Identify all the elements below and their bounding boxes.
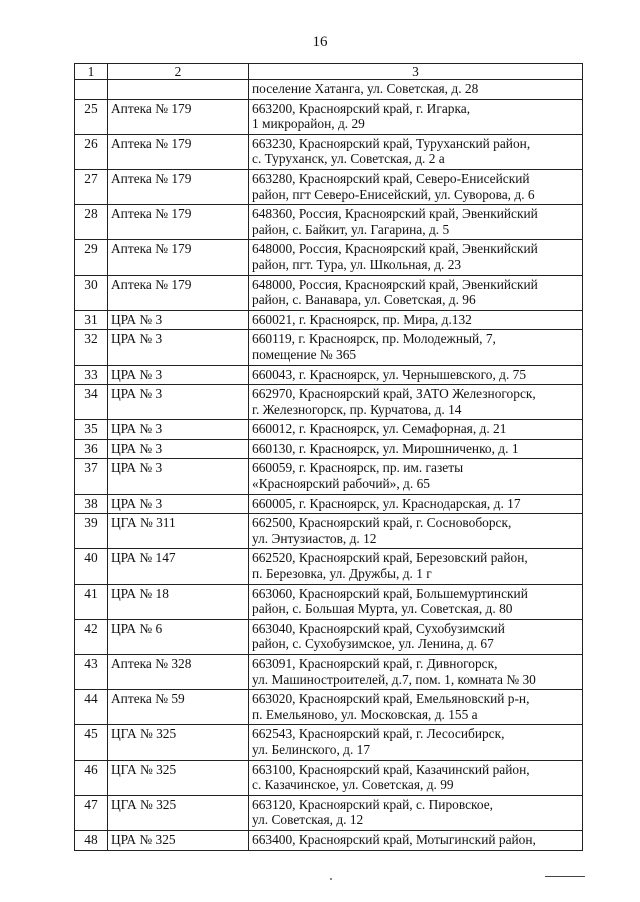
address-line: «Красноярский рабочий», д. 65 (252, 476, 430, 492)
address-line: 663100, Красноярский край, Казачинский район, (252, 761, 530, 777)
address-line: 662500, Красноярский край, г. Сосновоборск, (252, 515, 512, 531)
table-row (75, 549, 583, 584)
address-line: 662970, Красноярский край, ЗАТО Железногорск, (252, 386, 536, 402)
row-number: 43 (75, 655, 108, 690)
address-line: поселение Хатанга, ул. Советская, д. 28 (252, 81, 479, 96)
pharmacy-name: Аптека № 179 (108, 275, 249, 310)
row-number: 41 (75, 584, 108, 619)
table-row (75, 205, 583, 240)
address-line: 660043, г. Красноярск, ул. Чернышевского, д. 75 (252, 366, 527, 382)
address-line: 648360, Россия, Красноярский край, Эвенкийский (252, 206, 538, 222)
table-row (75, 385, 583, 420)
address-line: район, с. Сухобузимское, ул. Ленина, д. 67 (252, 636, 494, 652)
pharmacy-address (249, 760, 583, 795)
address-line: ул. Машиностроителей, д.7, пом. 1, комната № 30 (252, 671, 536, 687)
address-line: район, пгт Северо-Енисейский, ул. Суворова, д. 6 (252, 186, 535, 202)
table-row (75, 494, 583, 514)
address-line: п. Емельяново, ул. Московская, д. 155 а (252, 706, 478, 722)
pharmacy-name: Аптека № 179 (108, 205, 249, 240)
pharmacy-name: ЦРА № 3 (108, 459, 249, 494)
address-line: район, с. Ванавара, ул. Советская, д. 96 (252, 292, 476, 308)
pharmacy-name: ЦРА № 3 (108, 385, 249, 420)
pharmacy-address (249, 690, 583, 725)
pharmacy-address (249, 240, 583, 275)
pharmacy-address (249, 584, 583, 619)
address-line: п. Березовка, ул. Дружбы, д. 1 г (252, 566, 432, 582)
table-row (75, 690, 583, 725)
pharmacy-address (249, 80, 583, 100)
table-row (75, 584, 583, 619)
table-body (75, 64, 583, 851)
table-row (75, 760, 583, 795)
pharmacy-address (249, 830, 583, 850)
address-line: 663060, Красноярский край, Большемуртинский (252, 585, 528, 601)
pharmacy-name (108, 80, 249, 100)
table-row (75, 240, 583, 275)
table-row (75, 655, 583, 690)
row-number: 42 (75, 619, 108, 654)
address-line: ул. Белинского, д. 17 (252, 741, 371, 757)
address-line: район, пгт. Тура, ул. Школьная, д. 23 (252, 256, 462, 272)
table-row (75, 514, 583, 549)
pharmacy-name: ЦРА № 3 (108, 365, 249, 385)
pharmacy-name: Аптека № 179 (108, 134, 249, 169)
page-number: 16 (312, 34, 328, 50)
pharmacy-name: Аптека № 59 (108, 690, 249, 725)
row-number: 26 (75, 134, 108, 169)
address-line: 660021, г. Красноярск, пр. Мира, д.132 (252, 311, 472, 327)
pharmacy-address (249, 365, 583, 385)
pharmacy-name: Аптека № 179 (108, 240, 249, 275)
address-line: 1 микрорайон, д. 29 (252, 116, 365, 132)
table-row (75, 795, 583, 830)
table-row (75, 420, 583, 440)
pharmacy-address (249, 795, 583, 830)
pharmacy-address (249, 619, 583, 654)
table-header-row (75, 64, 583, 80)
row-number: 25 (75, 99, 108, 134)
pharmacy-name: ЦГА № 325 (108, 795, 249, 830)
address-line: ул. Энтузиастов, д. 12 (252, 530, 377, 546)
row-number: 27 (75, 169, 108, 204)
header-col-number: 1 (75, 64, 108, 80)
address-line: 663400, Красноярский край, Мотыгинский район, (252, 831, 536, 847)
pharmacy-name: ЦГА № 311 (108, 514, 249, 549)
row-number: 47 (75, 795, 108, 830)
row-number: 46 (75, 760, 108, 795)
pharmacy-address (249, 459, 583, 494)
pharmacy-address (249, 655, 583, 690)
pharmacy-address (249, 330, 583, 365)
address-line: 660005, г. Красноярск, ул. Краснодарская, д. 17 (252, 495, 521, 511)
pharmacy-name: Аптека № 179 (108, 99, 249, 134)
pharmacy-name: ЦРА № 3 (108, 420, 249, 440)
pharmacy-address (249, 134, 583, 169)
header-col-address: 3 (249, 64, 583, 80)
address-line: 660059, г. Красноярск, пр. им. газеты (252, 460, 464, 476)
row-number: 34 (75, 385, 108, 420)
row-number (75, 80, 108, 100)
pharmacy-address (249, 205, 583, 240)
address-line: с. Туруханск, ул. Советская, д. 2 а (252, 151, 445, 167)
table-row (75, 725, 583, 760)
table-row (75, 365, 583, 385)
header-col-name: 2 (108, 64, 249, 80)
row-number: 48 (75, 830, 108, 850)
table-row (75, 80, 583, 100)
row-number: 29 (75, 240, 108, 275)
pharmacy-address (249, 310, 583, 330)
address-line: 660130, г. Красноярск, ул. Мирошниченко, д. 1 (252, 440, 519, 456)
row-number: 45 (75, 725, 108, 760)
address-line: 660119, г. Красноярск, пр. Молодежный, 7, (252, 331, 496, 347)
row-number: 33 (75, 365, 108, 385)
row-number: 32 (75, 330, 108, 365)
pharmacy-name: ЦРА № 3 (108, 310, 249, 330)
address-line: г. Железногорск, пр. Курчатова, д. 14 (252, 401, 462, 417)
table-row (75, 134, 583, 169)
address-line: район, с. Байкит, ул. Гагарина, д. 5 (252, 221, 450, 237)
pharmacy-address (249, 169, 583, 204)
address-line: 663230, Красноярский край, Туруханский район, (252, 135, 531, 151)
address-line: 648000, Россия, Красноярский край, Эвенкийский (252, 241, 538, 257)
pharmacy-address (249, 385, 583, 420)
table-row (75, 459, 583, 494)
pharmacy-address (249, 514, 583, 549)
table-row (75, 830, 583, 850)
row-number: 38 (75, 494, 108, 514)
pharmacy-name: Аптека № 328 (108, 655, 249, 690)
row-number: 39 (75, 514, 108, 549)
row-number: 40 (75, 549, 108, 584)
address-line: район, с. Большая Мурта, ул. Советская, д. 80 (252, 601, 513, 617)
address-line: 663120, Красноярский край, с. Пировское, (252, 796, 494, 812)
pharmacy-name: ЦРА № 3 (108, 330, 249, 365)
address-line: ул. Советская, д. 12 (252, 812, 364, 828)
address-line: 663200, Красноярский край, г. Игарка, (252, 100, 471, 116)
row-number: 31 (75, 310, 108, 330)
address-line: 663280, Красноярский край, Северо-Енисейский (252, 170, 530, 186)
address-line: 663020, Красноярский край, Емельяновский р-н, (252, 691, 530, 707)
pharmacy-name: ЦРА № 325 (108, 830, 249, 850)
table-row (75, 330, 583, 365)
row-number: 35 (75, 420, 108, 440)
pharmacy-address (249, 549, 583, 584)
pharmacy-name: ЦГА № 325 (108, 725, 249, 760)
pharmacy-address (249, 99, 583, 134)
pharmacy-address (249, 439, 583, 459)
pharmacy-address (249, 725, 583, 760)
row-number: 44 (75, 690, 108, 725)
pharmacy-address (249, 420, 583, 440)
pharmacy-name: ЦГА № 325 (108, 760, 249, 795)
address-line: с. Казачинское, ул. Советская, д. 99 (252, 777, 454, 793)
address-line: 663091, Красноярский край, г. Дивногорск, (252, 656, 498, 671)
table-row (75, 619, 583, 654)
address-line: 648000, Россия, Красноярский край, Эвенкийский (252, 276, 538, 292)
table-row (75, 310, 583, 330)
row-number: 28 (75, 205, 108, 240)
footer-line (545, 876, 585, 877)
pharmacy-address-table (74, 63, 583, 851)
table-row (75, 275, 583, 310)
row-number: 30 (75, 275, 108, 310)
row-number: 37 (75, 459, 108, 494)
pharmacy-name: ЦРА № 3 (108, 494, 249, 514)
row-number: 36 (75, 439, 108, 459)
address-line: 660012, г. Красноярск, ул. Семафорная, д. 21 (252, 421, 507, 437)
pharmacy-name: Аптека № 179 (108, 169, 249, 204)
pharmacy-name: ЦРА № 147 (108, 549, 249, 584)
pharmacy-address (249, 275, 583, 310)
table-row (75, 169, 583, 204)
address-line: 662520, Красноярский край, Березовский район, (252, 550, 528, 566)
scan-dot (330, 878, 332, 880)
table-row (75, 439, 583, 459)
table-row (75, 99, 583, 134)
address-line: 663040, Красноярский край, Сухобузимский (252, 620, 505, 636)
pharmacy-name: ЦРА № 18 (108, 584, 249, 619)
pharmacy-name: ЦРА № 6 (108, 619, 249, 654)
address-line: 662543, Красноярский край, г. Лесосибирск, (252, 726, 505, 742)
pharmacy-name: ЦРА № 3 (108, 439, 249, 459)
address-line: помещение № 365 (252, 346, 357, 362)
pharmacy-address (249, 494, 583, 514)
